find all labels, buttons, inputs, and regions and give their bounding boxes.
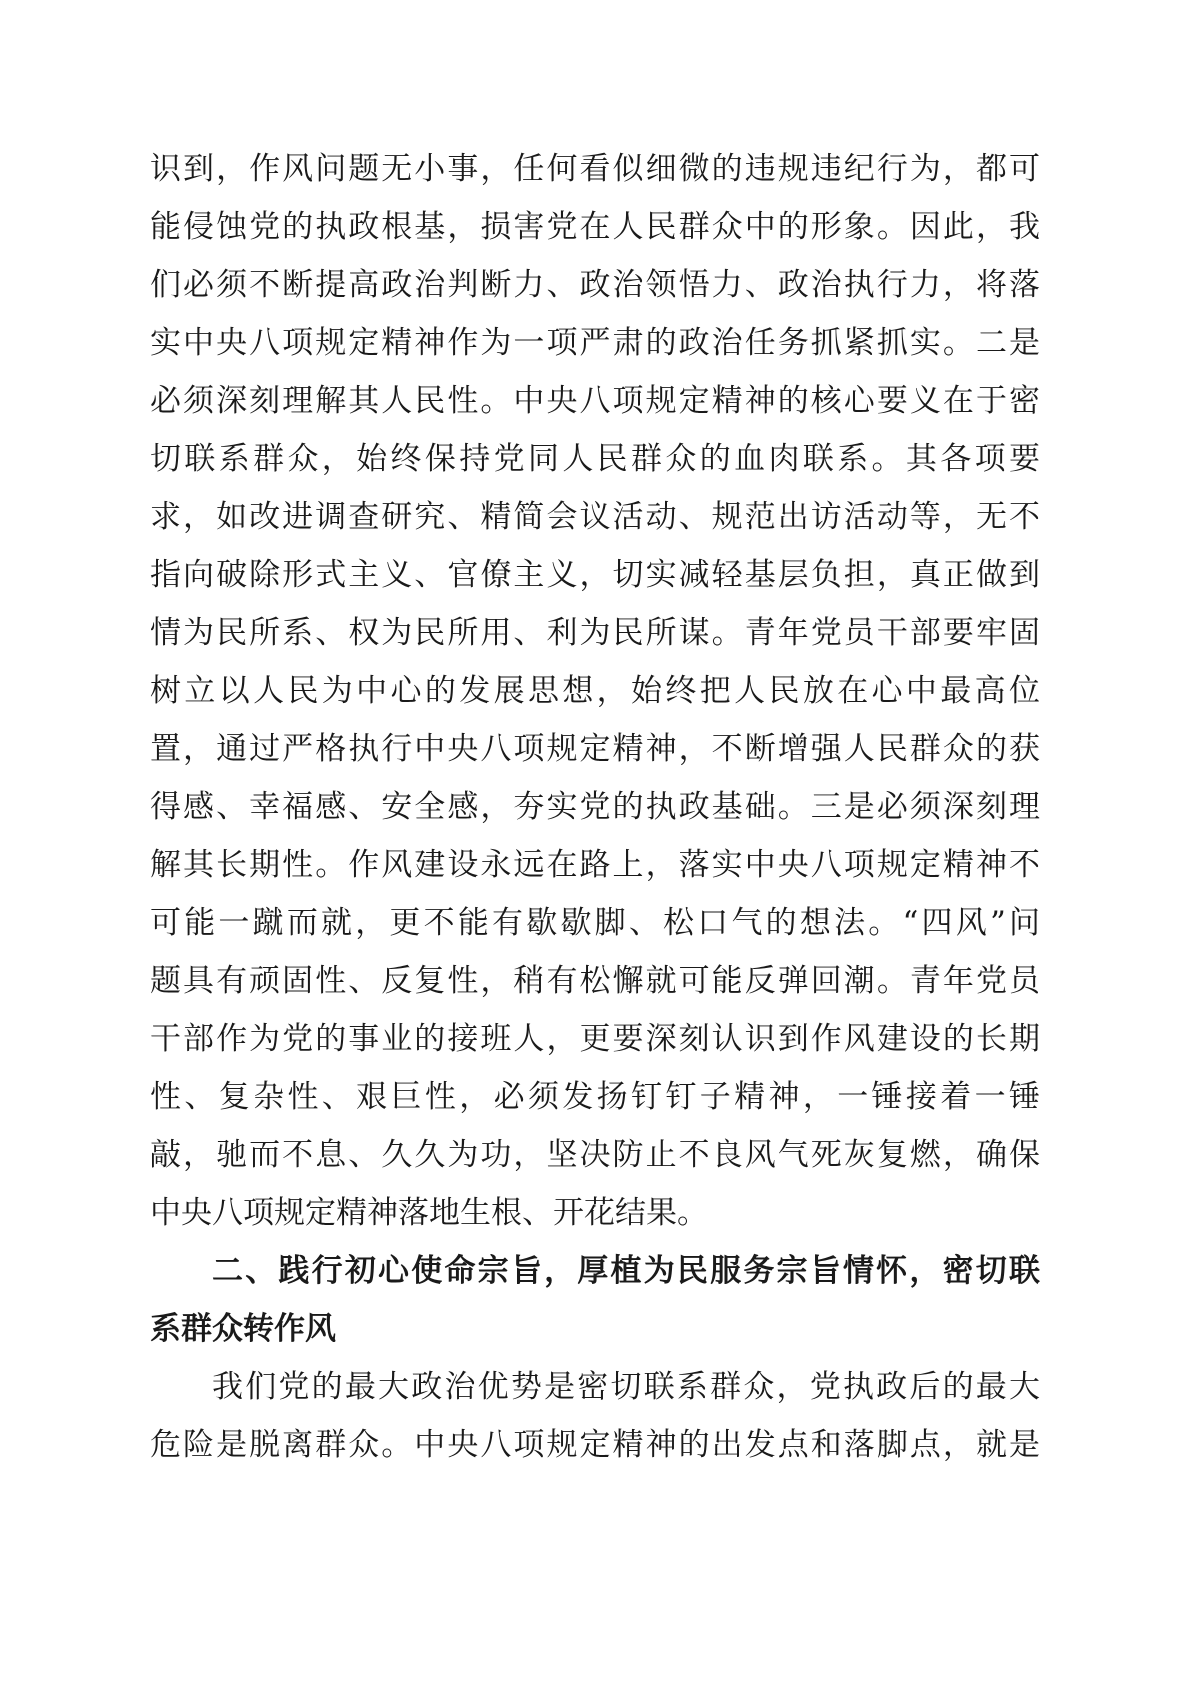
- paragraph-line: 敲，驰而不息、久久为功，坚决防止不良风气死灰复燃，确保: [150, 1137, 1040, 1173]
- section-heading: [150, 1242, 1040, 1358]
- paragraph-line: 必须深刻理解其人民性。中央八项规定精神的核心要义在于密: [150, 383, 1040, 419]
- paragraph-line: 情为民所系、权为民所用、利为民所谋。青年党员干部要牢固: [150, 615, 1040, 651]
- paragraph-line: 可能一蹴而就，更不能有歇歇脚、松口气的想法。“四风”问: [150, 905, 1040, 941]
- paragraph-line: 干部作为党的事业的接班人，更要深刻认识到作风建设的长期: [150, 1021, 1040, 1057]
- paragraph-continuation: [150, 140, 1040, 1242]
- paragraph-line: 指向破除形式主义、官僚主义，切实减轻基层负担，真正做到: [150, 557, 1040, 593]
- paragraph-line: 危险是脱离群众。中央八项规定精神的出发点和落脚点，就是: [150, 1427, 1040, 1463]
- heading-line: 系群众转作风: [150, 1311, 336, 1347]
- paragraph-line: 得感、幸福感、安全感，夯实党的执政基础。三是必须深刻理: [150, 789, 1040, 825]
- paragraph-line: 树立以人民为中心的发展思想，始终把人民放在心中最高位: [150, 673, 1040, 709]
- paragraph-line: 们必须不断提高政治判断力、政治领悟力、政治执行力，将落: [150, 267, 1040, 303]
- paragraph-line: 识到，作风问题无小事，任何看似细微的违规违纪行为，都可: [150, 151, 1040, 187]
- paragraph-line: 我们党的最大政治优势是密切联系群众，党执政后的最大: [212, 1369, 1040, 1405]
- paragraph-line: 切联系群众，始终保持党同人民群众的血肉联系。其各项要: [150, 441, 1040, 477]
- heading-line: 二、践行初心使命宗旨，厚植为民服务宗旨情怀，密切联: [212, 1253, 1040, 1289]
- document-body: [150, 140, 1040, 1474]
- paragraph-line: 解其长期性。作风建设永远在路上，落实中央八项规定精神不: [150, 847, 1040, 883]
- paragraph-line: 求，如改进调查研究、精简会议活动、规范出访活动等，无不: [150, 499, 1040, 535]
- paragraph-line: 中央八项规定精神落地生根、开花结果。: [150, 1195, 708, 1231]
- paragraph-line: 实中央八项规定精神作为一项严肃的政治任务抓紧抓实。二是: [150, 325, 1040, 361]
- paragraph-line: 题具有顽固性、反复性，稍有松懈就可能反弹回潮。青年党员: [150, 963, 1040, 999]
- paragraph-line: 置，通过严格执行中央八项规定精神，不断增强人民群众的获: [150, 731, 1040, 767]
- paragraph: [150, 1358, 1040, 1474]
- paragraph-line: 性、复杂性、艰巨性，必须发扬钉钉子精神，一锤接着一锤: [150, 1079, 1040, 1115]
- paragraph-line: 能侵蚀党的执政根基，损害党在人民群众中的形象。因此，我: [150, 209, 1040, 245]
